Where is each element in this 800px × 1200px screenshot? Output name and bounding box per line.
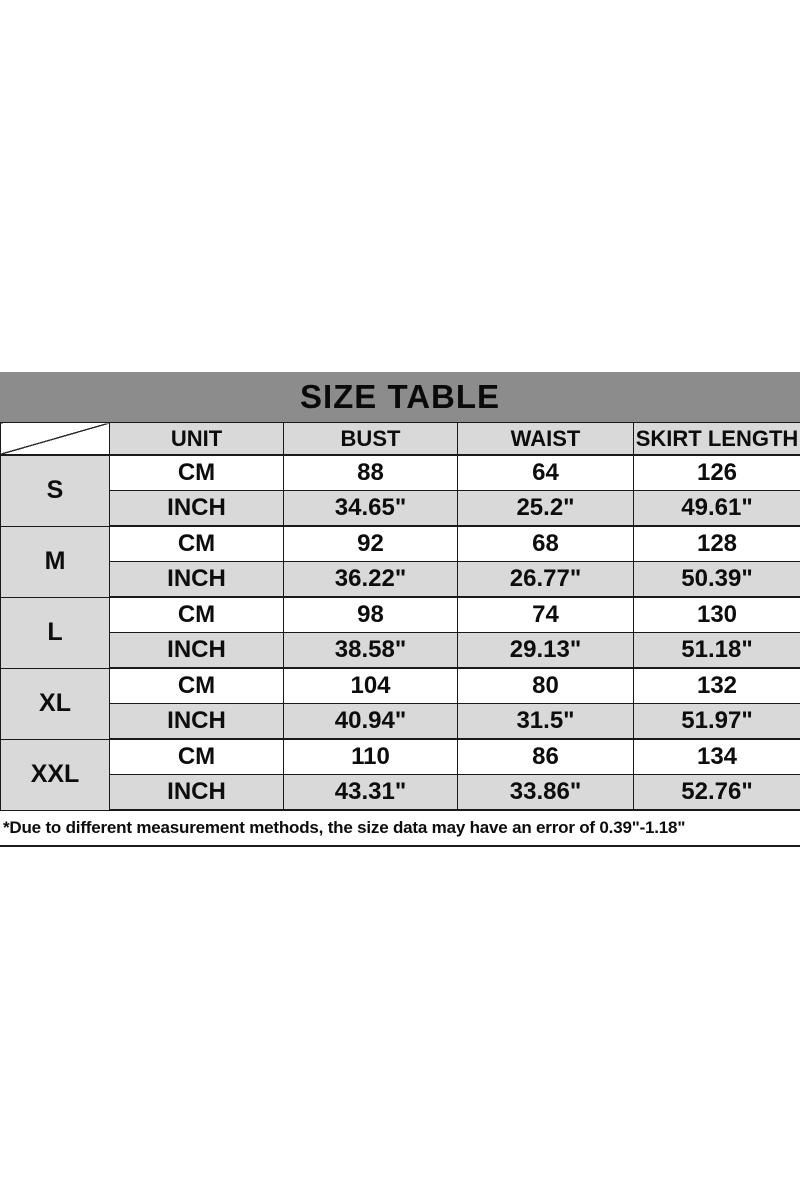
unit-cell: CM: [110, 668, 284, 704]
table-row-s-cm: [1, 455, 800, 491]
unit-cell: INCH: [110, 633, 284, 669]
unit-cell: INCH: [110, 562, 284, 598]
waist-cell: 26.77": [458, 562, 634, 598]
unit-cell: INCH: [110, 491, 284, 527]
skirt-length-cell: 134: [634, 739, 800, 775]
bust-cell: 36.22": [284, 562, 458, 598]
skirt-length-cell: 51.97": [634, 704, 800, 740]
bust-cell: 104: [284, 668, 458, 704]
bust-cell: 40.94": [284, 704, 458, 740]
table-row-xxl-inch: [1, 775, 800, 811]
waist-cell: 25.2": [458, 491, 634, 527]
bust-cell: 38.58": [284, 633, 458, 669]
waist-cell: 29.13": [458, 633, 634, 669]
size-cell-s: S: [1, 455, 110, 526]
diagonal-corner-cell: [1, 423, 110, 456]
size-table-title: SIZE TABLE: [299, 378, 501, 415]
table-header-row: [1, 423, 800, 456]
skirt-length-cell: 50.39": [634, 562, 800, 598]
size-cell-m: M: [1, 526, 110, 597]
size-cell-l: L: [1, 597, 110, 668]
bust-cell: 98: [284, 597, 458, 633]
footnote-text: *Due to different measurement methods, the size data may have an error of 0.39"-1.18": [3, 818, 686, 837]
column-header-bust: BUST: [284, 423, 458, 456]
waist-cell: 68: [458, 526, 634, 562]
bust-cell: 88: [284, 455, 458, 491]
waist-cell: 33.86": [458, 775, 634, 811]
table-row-m-inch: [1, 562, 800, 598]
size-table: [0, 422, 800, 811]
table-row-xxl-cm: [1, 739, 800, 775]
table-row-s-inch: [1, 491, 800, 527]
bust-cell: 43.31": [284, 775, 458, 811]
column-header-skirt-length: SKIRT LENGTH: [634, 423, 800, 456]
unit-cell: INCH: [110, 775, 284, 811]
table-row-xl-inch: [1, 704, 800, 740]
bust-cell: 110: [284, 739, 458, 775]
size-chart-content: [0, 372, 800, 847]
unit-cell: CM: [110, 739, 284, 775]
skirt-length-cell: 132: [634, 668, 800, 704]
measurement-error-footnote: [0, 811, 800, 847]
table-row-xl-cm: [1, 668, 800, 704]
skirt-length-cell: 49.61": [634, 491, 800, 527]
unit-cell: INCH: [110, 704, 284, 740]
bust-cell: 92: [284, 526, 458, 562]
skirt-length-cell: 130: [634, 597, 800, 633]
size-table-title-bar: [0, 372, 800, 422]
table-row-m-cm: [1, 526, 800, 562]
skirt-length-cell: 51.18": [634, 633, 800, 669]
size-cell-xxl: XXL: [1, 739, 110, 810]
skirt-length-cell: 126: [634, 455, 800, 491]
bust-cell: 34.65": [284, 491, 458, 527]
waist-cell: 80: [458, 668, 634, 704]
unit-cell: CM: [110, 526, 284, 562]
column-header-waist: WAIST: [458, 423, 634, 456]
column-header-unit: UNIT: [110, 423, 284, 456]
waist-cell: 31.5": [458, 704, 634, 740]
table-row-l-cm: [1, 597, 800, 633]
size-cell-xl: XL: [1, 668, 110, 739]
waist-cell: 64: [458, 455, 634, 491]
waist-cell: 86: [458, 739, 634, 775]
table-row-l-inch: [1, 633, 800, 669]
waist-cell: 74: [458, 597, 634, 633]
unit-cell: CM: [110, 455, 284, 491]
unit-cell: CM: [110, 597, 284, 633]
skirt-length-cell: 52.76": [634, 775, 800, 811]
skirt-length-cell: 128: [634, 526, 800, 562]
